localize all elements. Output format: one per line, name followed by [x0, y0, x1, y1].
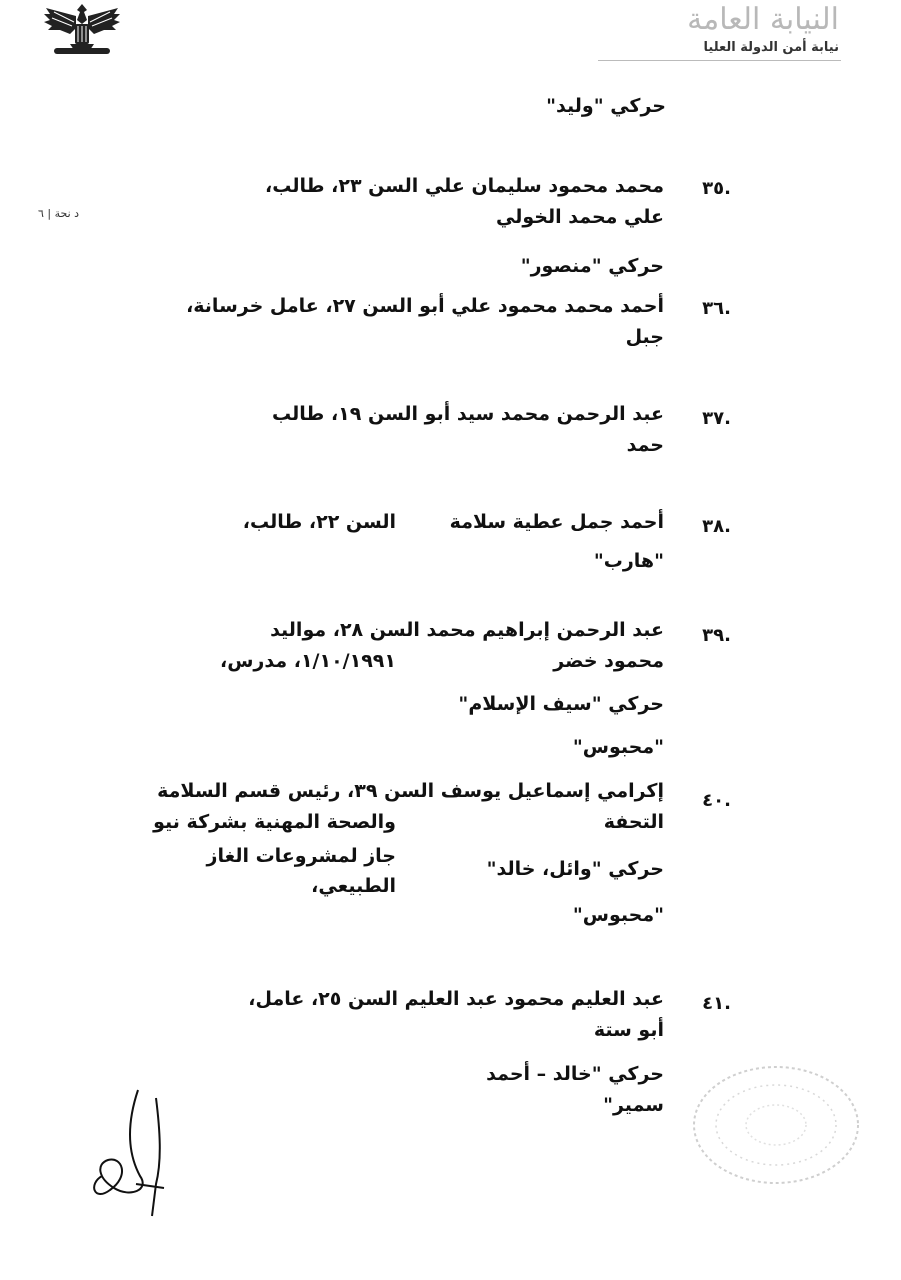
entry-number: ٣٥.: [702, 178, 731, 199]
entry-status: "محبوس": [572, 736, 664, 758]
entry-line: أبو ستة: [593, 1019, 664, 1041]
entry-status: "محبوس": [572, 904, 664, 926]
entry-line: عبد الرحمن محمد سيد أبو السن ١٩، طالب: [272, 403, 664, 425]
entry-line: الطبيعي،: [311, 875, 396, 897]
entry-line: التحفة: [603, 811, 664, 833]
entry-line: أحمد محمد محمود علي أبو السن ٢٧، عامل خرسانة،: [186, 295, 664, 317]
entry-line: عبد العليم محمود عبد العليم السن ٢٥، عامل،: [248, 988, 664, 1010]
entry-line: جاز لمشروعات الغاز: [206, 845, 396, 867]
signature-icon: [80, 1080, 170, 1220]
header-divider: [598, 60, 841, 61]
header-title: النيابة العامة: [687, 2, 839, 37]
top-alias-line: حركي "وليد": [546, 95, 666, 117]
stamp-icon: [686, 1060, 866, 1190]
entry-line: إكرامي إسماعيل يوسف السن ٣٩، رئيس قسم السلامة: [157, 780, 664, 802]
entry-number: ٣٨.: [702, 516, 731, 537]
entry-line: والصحة المهنية بشركة نيو: [153, 811, 396, 833]
entry-alias: حركي "منصور": [520, 255, 664, 277]
entry-number: ٣٦.: [702, 298, 731, 319]
entry-line: ١/١٠/١٩٩١، مدرس،: [219, 650, 396, 672]
header-subtitle: نيابة أمن الدولة العليا: [703, 40, 839, 55]
eagle-emblem-icon: [40, 0, 124, 56]
entry-alias: حركي "وائل، خالد": [486, 858, 664, 880]
entry-number: ٤١.: [702, 993, 731, 1014]
entry-line: السن ٢٢، طالب،: [242, 511, 396, 533]
entry-line: محمد محمود سليمان علي السن ٢٣، طالب،: [265, 175, 664, 197]
entry-status: "هارب": [593, 550, 664, 572]
entry-line: جبل: [625, 326, 664, 348]
entry-number: ٣٧.: [702, 408, 731, 429]
entry-line: علي محمد الخولي: [496, 206, 664, 228]
entry-line: عبد الرحمن إبراهيم محمد السن ٢٨، مواليد: [270, 619, 664, 641]
entry-alias: حركي "سيف الإسلام": [458, 693, 664, 715]
entry-number: ٣٩.: [702, 625, 731, 646]
entry-line: محمود خضر: [553, 650, 664, 672]
entry-line: أحمد جمل عطية سلامة: [449, 511, 664, 533]
entry-line: حمد: [626, 434, 664, 456]
entry-number: ٤٠.: [702, 790, 731, 811]
page-mark: د نحة | ٦: [38, 207, 80, 220]
entry-alias: حركي "خالد – أحمد: [486, 1063, 664, 1085]
entry-alias-continued: سمير": [603, 1094, 664, 1116]
